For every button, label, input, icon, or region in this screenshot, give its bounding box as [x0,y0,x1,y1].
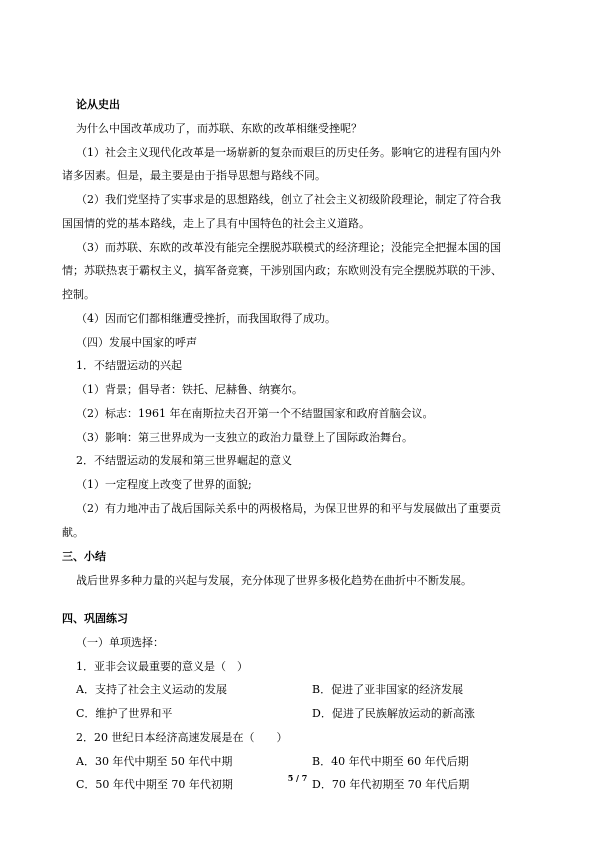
page-number: 5 / 7 [287,773,308,783]
section-4-heading: （四）发展中国家的呼声 [76,336,197,349]
heading-exercise: 四、巩固练习 [62,612,128,625]
q1-option-c: C．维护了世界和平 [76,707,173,720]
question-2: 2．20 世纪日本经济高速发展是在（ ） [76,731,288,744]
para-2-line-2: 国国情的党的基本路线，走上了具有中国特色的社会主义道路。 [62,217,370,230]
para-4: （4）因而它们都相继遭受挫折，而我国取得了成功。 [76,312,336,325]
item-1-background: （1）背景；倡导者：铁托、尼赫鲁、纳赛尔。 [76,383,303,396]
para-1-line-2: 诸多因素。但是，最主要是由于指导思想与路线不同。 [62,169,326,182]
para-3-line-3: 控制。 [62,288,95,301]
q2-option-a: A．30 年代中期至 50 年代中期 [76,755,233,768]
item-2-point-2-line-2: 献。 [62,526,84,539]
item-1-sign: （2）标志：1961 年在南斯拉夫召开第一个不结盟国家和政府首脑会议。 [76,407,434,420]
item-2-heading: 2．不结盟运动的发展和第三世界崛起的意义 [76,454,292,467]
q2-option-c: C．50 年代中期至 70 年代初期 [76,778,233,791]
summary-text: 战后世界多种力量的兴起与发展，充分体现了世界多极化趋势在曲折中不断发展。 [76,574,472,587]
para-3-line-2: 情；苏联热衷于霸权主义，搞军备竞赛，干涉别国内政；东欧则没有完全摆脱苏联的干涉、 [62,264,502,277]
item-2-point-1: （1）一定程度上改变了世界的面貌; [76,478,252,491]
question-1: 1．亚非会议最重要的意义是（ ） [76,660,248,673]
q2-option-b: B．40 年代中期至 60 年代后期 [312,755,469,768]
question: 为什么中国改革成功了，而苏联、东欧的改革相继受挫呢？ [76,122,362,135]
q1-option-a: A．支持了社会主义运动的发展 [76,683,227,696]
item-1-heading: 1．不结盟运动的兴起 [76,359,182,372]
para-1-line-1: （1）社会主义现代化改革是一场崭新的复杂而艰巨的历史任务。影响它的进程有国内外 [76,146,501,159]
heading-summary: 三、小结 [62,550,106,563]
item-1-impact: （3）影响：第三世界成为一支独立的政治力量登上了国际政治舞台。 [76,431,413,444]
para-2-line-1: （2）我们党坚持了实事求是的思想路线，创立了社会主义初级阶段理论，制定了符合我 [76,193,501,206]
single-choice-label: （一）单项选择： [76,636,164,649]
q1-option-b: B．促进了亚非国家的经济发展 [312,683,464,696]
q1-option-d: D．促进了民族解放运动的新高涨 [312,707,475,720]
q2-option-d: D．70 年代初期至 70 年代后期 [312,778,470,791]
heading-lcsc: 论从史出 [76,98,120,111]
para-3-line-1: （3）而苏联、东欧的改革没有能完全摆脱苏联模式的经济理论；没能完全把握本国的国 [76,241,501,254]
item-2-point-2-line-1: （2）有力地冲击了战后国际关系中的两极格局，为保卫世界的和平与发展做出了重要贡 [76,502,501,515]
